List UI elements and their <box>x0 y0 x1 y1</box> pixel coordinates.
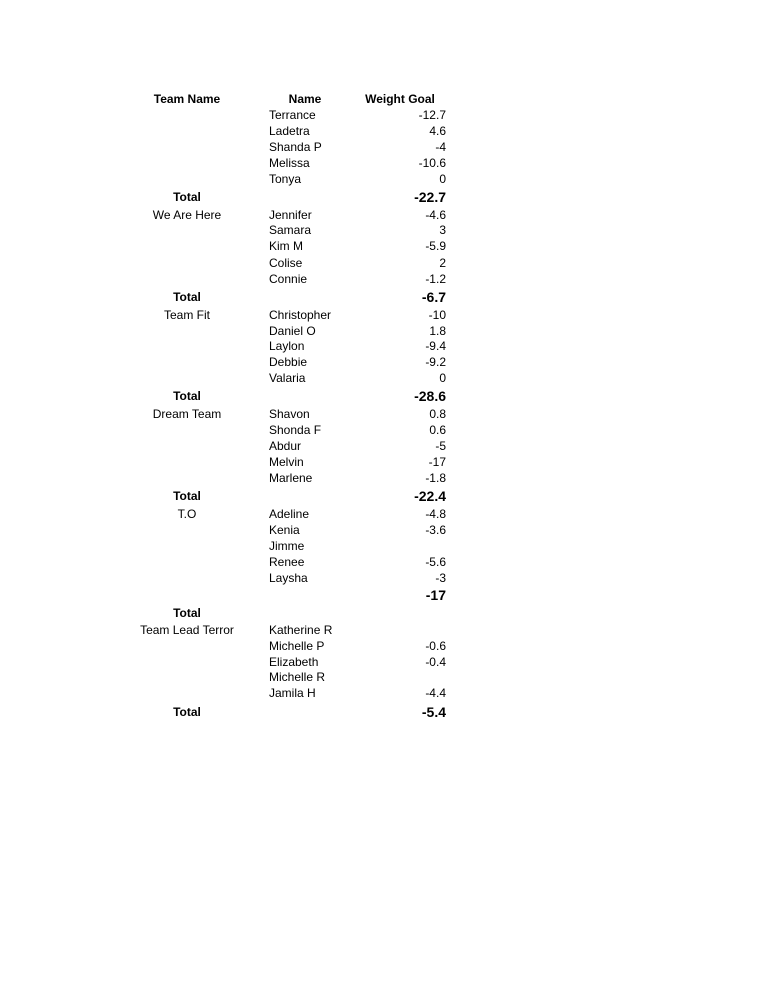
member-name-cell: Jimme <box>269 539 305 553</box>
member-name-cell: Connie <box>269 272 308 286</box>
total-label: Total <box>173 190 201 204</box>
weight-goal-cell: 4.6 <box>429 124 446 138</box>
total-value: -17 <box>425 587 446 603</box>
member-name-cell: Jamila H <box>269 686 316 700</box>
team-name-cell: We Are Here <box>152 208 222 222</box>
weight-goal-cell: 0 <box>439 172 446 186</box>
weight-goal-cell: -4 <box>435 140 446 154</box>
total-label: Total <box>173 290 201 304</box>
member-name-cell: Shanda P <box>269 140 322 154</box>
member-name-cell: Melvin <box>269 455 304 469</box>
weight-goal-cell: -12.7 <box>418 108 446 122</box>
total-value: -5.4 <box>421 704 446 720</box>
weight-goal-cell: -3 <box>435 571 446 585</box>
member-name-cell: Michelle P <box>269 639 325 653</box>
weight-goal-cell: -5.9 <box>425 239 446 253</box>
total-value: -22.4 <box>414 488 446 504</box>
weight-goal-cell: -4.4 <box>425 686 446 700</box>
member-name-cell: Elizabeth <box>269 655 319 669</box>
member-name-cell: Michelle R <box>269 670 326 684</box>
team-name-cell: T.O <box>177 507 197 521</box>
header-name: Name <box>288 92 322 106</box>
weight-goal-cell: 0.6 <box>429 423 446 437</box>
weight-goal-cell: -17 <box>428 455 446 469</box>
weight-goal-cell: -1.2 <box>425 272 446 286</box>
weight-goal-cell: 0.8 <box>429 407 446 421</box>
member-name-cell: Tonya <box>269 172 302 186</box>
weight-goal-cell: -0.4 <box>425 655 446 669</box>
weight-goal-cell: -10.6 <box>418 156 446 170</box>
member-name-cell: Katherine R <box>269 623 333 637</box>
weight-goal-cell: -9.2 <box>425 355 446 369</box>
member-name-cell: Renee <box>269 555 305 569</box>
member-name-cell: Shavon <box>269 407 310 421</box>
member-name-cell: Samara <box>269 223 312 237</box>
member-name-cell: Jennifer <box>269 208 312 222</box>
member-name-cell: Abdur <box>269 439 302 453</box>
weight-goal-cell: -0.6 <box>425 639 446 653</box>
weight-goal-cell: -3.6 <box>425 523 446 537</box>
weight-goal-cell: -9.4 <box>425 339 446 353</box>
member-name-cell: Laysha <box>269 571 308 585</box>
weight-goal-cell: 1.8 <box>429 324 446 338</box>
member-name-cell: Terrance <box>269 108 316 122</box>
total-value: -22.7 <box>414 189 446 205</box>
member-name-cell: Debbie <box>269 355 308 369</box>
member-name-cell: Kim M <box>269 239 303 253</box>
weight-goal-cell: -5.6 <box>425 555 446 569</box>
weight-goal-cell: 3 <box>439 223 446 237</box>
team-name-cell: Team Lead Terror <box>140 623 234 637</box>
weight-goal-cell: 2 <box>439 256 446 270</box>
member-name-cell: Kenia <box>269 523 300 537</box>
member-name-cell: Daniel O <box>269 324 316 338</box>
header-team-name: Team Name <box>153 92 221 106</box>
team-name-cell: Dream Team <box>152 407 222 421</box>
weight-goal-cell: -5 <box>435 439 446 453</box>
total-label: Total <box>173 606 201 620</box>
total-label: Total <box>173 489 201 503</box>
member-name-cell: Marlene <box>269 471 313 485</box>
weight-goal-cell: 0 <box>439 371 446 385</box>
weight-goal-cell: -4.8 <box>425 507 446 521</box>
total-label: Total <box>173 705 201 719</box>
member-name-cell: Laylon <box>269 339 305 353</box>
weight-goal-cell: -10 <box>428 308 446 322</box>
total-label: Total <box>173 389 201 403</box>
member-name-cell: Ladetra <box>269 124 310 138</box>
team-name-cell: Team Fit <box>163 308 210 322</box>
total-value: -28.6 <box>414 388 446 404</box>
member-name-cell: Shonda F <box>269 423 322 437</box>
member-name-cell: Valaria <box>269 371 306 385</box>
member-name-cell: Colise <box>269 256 303 270</box>
member-name-cell: Melissa <box>269 156 310 170</box>
member-name-cell: Adeline <box>269 507 310 521</box>
header-weight-goal: Weight Goal <box>365 92 435 106</box>
weight-goal-cell: -4.6 <box>425 208 446 222</box>
total-value: -6.7 <box>421 289 446 305</box>
weight-goal-cell: -1.8 <box>425 471 446 485</box>
member-name-cell: Christopher <box>269 308 332 322</box>
